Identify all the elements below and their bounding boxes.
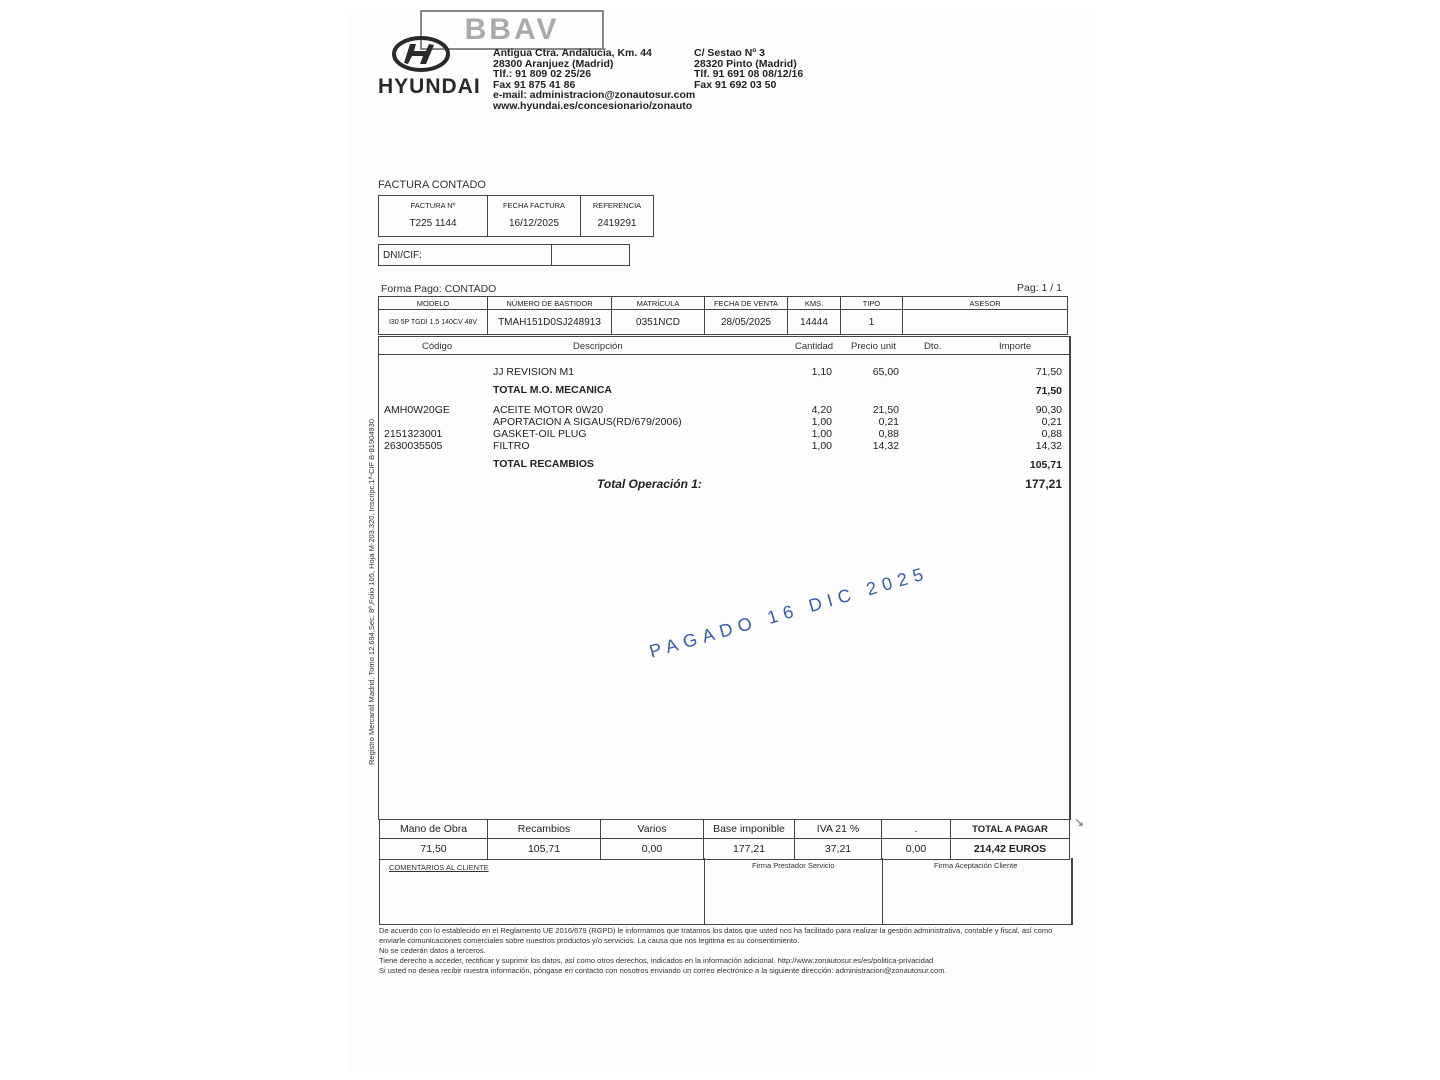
col-importe: Importe (999, 341, 1032, 352)
totals-header: . (882, 820, 951, 839)
invoice-date-label: FECHA FACTURA (502, 201, 566, 210)
item-amount: 0,88 (1041, 428, 1062, 440)
divider (704, 858, 705, 924)
line-items-box (378, 336, 1071, 820)
header-asesor: ASESOR (903, 297, 1068, 310)
address-aranjuez (493, 48, 695, 111)
legal-line: No se cederán datos a terceros. (379, 946, 486, 955)
total-parts-label: TOTAL RECAMBIOS (493, 458, 594, 470)
address-line: e-mail: administracion@zonautosur.com (493, 89, 696, 101)
item-unit-price: 21,50 (872, 404, 899, 416)
vat-value: 37,21 (795, 839, 882, 860)
customer-comments-label: COMENTARIOS AL CLIENTE (389, 863, 489, 872)
header-tipo: TIPO (841, 297, 903, 310)
other-value: 0,00 (882, 839, 951, 860)
totals-header-total: TOTAL A PAGAR (951, 820, 1070, 839)
totals-header: Base imponible (704, 820, 795, 839)
invoice-id-table (378, 195, 654, 237)
invoice-reference: 2419291 (597, 218, 637, 229)
total-parts-value: 105,71 (488, 839, 601, 860)
arrow-icon: ↘ (1074, 815, 1085, 829)
item-description: JJ REVISION M1 (493, 366, 575, 378)
totals-header: Varios (601, 820, 704, 839)
item-description: APORTACION A SIGAUS(RD/679/2006) (493, 416, 682, 428)
invoice-date-cell (488, 196, 581, 237)
address-line: Fax 91 692 03 50 (694, 78, 777, 91)
item-quantity: 1,00 (811, 440, 832, 452)
hyundai-logo-icon (392, 36, 450, 72)
legal-line: Si usted no desea recibir nuestra información, póngase en contacto con nosotros enviando un correo electrónico a la siguiente dirección: administracion@zonautosur.com. (379, 966, 947, 975)
customer-signature-label: Firma Aceptación Cliente (934, 861, 1018, 870)
privacy-notice (379, 926, 1079, 976)
invoice-number: T225 1144 (409, 218, 457, 229)
invoice-number-cell (379, 196, 488, 237)
total-operation-label: Total Operación 1: (597, 477, 702, 491)
item-code: 2630035505 (384, 440, 443, 452)
item-quantity: 4,20 (811, 404, 832, 416)
item-amount: 0,21 (1041, 416, 1062, 428)
vehicle-sale-date: 28/05/2025 (705, 310, 788, 335)
tax-base-value: 177,21 (704, 839, 795, 860)
invoice-reference-cell (581, 196, 654, 237)
legal-line: enviarle comunicaciones comerciales sobre nuestros productos y/o servicios. La causa que nos legitima es su consentimiento. (379, 936, 800, 945)
total-labour-value: 71,50 (380, 839, 488, 860)
total-misc-value: 0,00 (601, 839, 704, 860)
address-pinto (694, 48, 803, 90)
total-parts: 105,71 (1029, 459, 1062, 471)
vehicle-type: 1 (841, 310, 903, 335)
item-amount: 14,32 (1035, 440, 1062, 452)
invoice-reference-label: REFERENCIA (592, 201, 642, 210)
col-descripcion: Descripción (573, 341, 623, 352)
header-modelo: MODELO (379, 297, 488, 310)
brand-name: HYUNDAI (378, 75, 481, 98)
address-line: C/ Sestao Nº 3 (694, 47, 765, 59)
vehicle-table (378, 296, 1068, 335)
item-unit-price: 65,00 (872, 366, 899, 378)
divider (551, 245, 552, 265)
dni-cif-box (378, 244, 630, 266)
grand-total: 214,42 EUROS (951, 839, 1070, 860)
header-divider (379, 354, 1069, 355)
item-code: 2151323001 (384, 428, 443, 440)
col-dto: Dto. (924, 341, 942, 352)
totals-header: Recambios (488, 820, 601, 839)
item-quantity: 1,10 (811, 366, 832, 378)
item-unit-price: 0,21 (878, 416, 899, 428)
page-number: Pag: 1 / 1 (1017, 282, 1062, 294)
address-line: Tlf.: 91 809 02 25/26 (493, 68, 592, 80)
item-description: ACEITE MOTOR 0W20 (493, 404, 604, 416)
legal-line: Tiene derecho a acceder, rectificar y suprimir los datos, así como otros derechos, indicados en la información adicional. http://www.zonautosur.es/es/politica-privacidad (379, 956, 934, 965)
header-kms: KMS. (788, 297, 841, 310)
totals-header: IVA 21 % (795, 820, 882, 839)
company-registry: Registro Mercantil Madrid, Tomo 12.694,Sec. 8ª,Folio 105, Hoja M-203.320, Inscripc.1ª-CIF B-81904930 (367, 419, 376, 765)
header-bastidor: NÚMERO DE BASTIDOR (488, 297, 612, 310)
total-operation: 177,21 (1025, 477, 1062, 491)
address-line: 28300 Aranjuez (Madrid) (493, 57, 614, 70)
vehicle-plate: 0351NCD (612, 310, 705, 335)
address-line: 28320 Pinto (Madrid) (694, 57, 797, 70)
address-line: www.hyundai.es/concesionario/zonauto (493, 99, 693, 112)
invoice-date: 16/12/2025 (508, 218, 560, 229)
item-amount: 71,50 (1035, 366, 1062, 378)
address-line: Fax 91 875 41 86 (493, 78, 576, 91)
item-unit-price: 0,88 (878, 428, 899, 440)
divider (882, 858, 883, 924)
vehicle-kms: 14444 (788, 310, 841, 335)
col-precio: Precio unit (851, 341, 896, 352)
vehicle-vin: TMAH151D0SJ248913 (488, 310, 612, 335)
item-description: GASKET-OIL PLUG (493, 428, 587, 440)
signature-box (379, 858, 1073, 925)
item-quantity: 1,00 (811, 428, 832, 440)
paid-stamp: PAGADO 16 DIC 2025 (647, 562, 932, 662)
invoice-number-label: FACTURA Nº (410, 201, 456, 210)
item-description: FILTRO (493, 440, 530, 452)
vehicle-advisor (903, 310, 1068, 335)
address-line: Tlf. 91 691 08 08/12/16 (694, 68, 804, 80)
total-labour-label: TOTAL M.O. MECANICA (493, 384, 612, 396)
received-stamp: BBAV (420, 10, 604, 50)
dni-cif-label: DNI/CIF: (383, 250, 422, 261)
item-code: AMH0W20GE (384, 404, 450, 416)
vehicle-model: I30 5P TGDI 1.5 140CV 48V (379, 310, 488, 335)
header-matricula: MATRÍCULA (612, 297, 705, 310)
legal-line: De acuerdo con lo establecido en el Reglamento UE 2016/679 (RGPD) le informamos que tratamos los datos que usted nos ha facilitado para realizar la gestión administrativa, contable y fiscal, así como (379, 926, 1053, 935)
item-unit-price: 14,32 (872, 440, 899, 452)
item-quantity: 1,00 (811, 416, 832, 428)
item-amount: 90,30 (1035, 404, 1062, 416)
provider-signature-label: Firma Prestador Servicio (752, 861, 835, 870)
col-cantidad: Cantidad (795, 341, 834, 352)
payment-method: Forma Pago: CONTADO (381, 283, 497, 295)
totals-header: Mano de Obra (380, 820, 488, 839)
address-line: Antigua Ctra. Andalucía, Km. 44 (493, 47, 652, 59)
total-labour: 71,50 (1035, 385, 1062, 397)
col-codigo: Código (422, 341, 453, 352)
document-title: FACTURA CONTADO (378, 179, 486, 191)
totals-table (379, 819, 1070, 860)
header-fecha-venta: FECHA DE VENTA (705, 297, 788, 310)
